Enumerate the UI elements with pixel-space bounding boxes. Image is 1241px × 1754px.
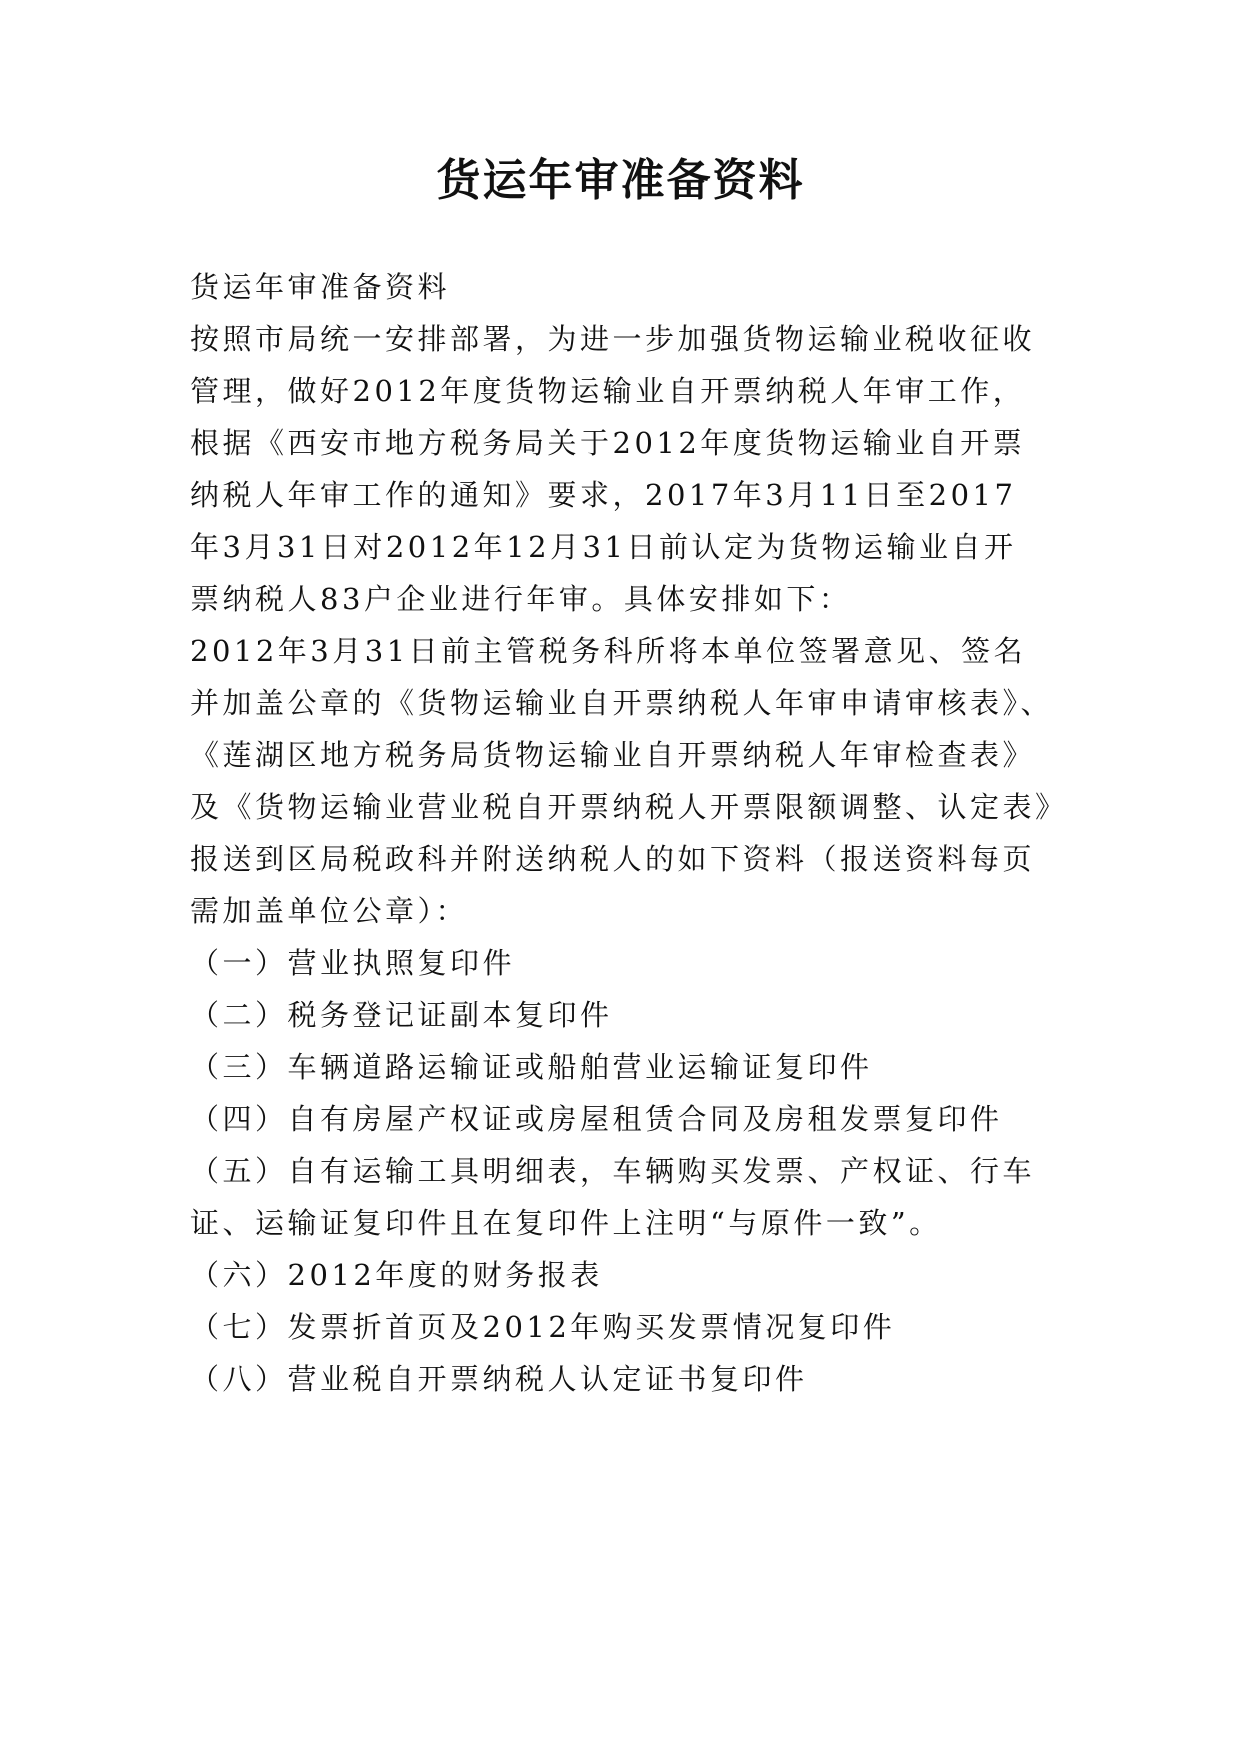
list-item: （八）营业税自开票纳税人认定证书复印件 <box>190 1362 808 1396</box>
list-item: （一）营业执照复印件 <box>190 946 516 980</box>
body-line: 按照市局统一安排部署，为进一步加强货物运输业税收征收 <box>190 322 1036 356</box>
body-line: 报送到区局税政科并附送纳税人的如下资料（报送资料每页 <box>190 842 1036 876</box>
body-line: 年3月31日对2012年12月31日前认定为货物运输业自开 <box>190 530 1017 564</box>
list-item: （七）发票折首页及2012年购买发票情况复印件 <box>190 1310 896 1344</box>
body-line: 需加盖单位公章）： <box>190 894 469 928</box>
body-line: 及《货物运输业营业税自开票纳税人开票限额调整、认定表》 <box>190 790 1068 824</box>
list-item: （二）税务登记证副本复印件 <box>190 998 613 1032</box>
body-line: 货运年审准备资料 <box>190 270 451 304</box>
document-title: 货运年审准备资料 <box>436 155 805 206</box>
list-item: （三）车辆道路运输证或船舶营业运输证复印件 <box>190 1050 873 1084</box>
list-item: （四）自有房屋产权证或房屋租赁合同及房租发票复印件 <box>190 1102 1003 1136</box>
body-line: 票纳税人83户企业进行年审。具体安排如下： <box>190 582 852 616</box>
body-line: 管理，做好2012年度货物运输业自开票纳税人年审工作， <box>190 374 1026 408</box>
list-item: （五）自有运输工具明细表，车辆购买发票、产权证、行车 <box>190 1154 1036 1188</box>
list-item-continuation: 证、运输证复印件且在复印件上注明“与原件一致”。 <box>190 1206 942 1240</box>
body-line: 纳税人年审工作的通知》要求，2017年3月11日至2017 <box>190 478 1017 512</box>
body-line: 《莲湖区地方税务局货物运输业自开票纳税人年审检查表》 <box>190 738 1036 772</box>
list-item: （六）2012年度的财务报表 <box>190 1258 603 1292</box>
body-line: 根据《西安市地方税务局关于2012年度货物运输业自开票 <box>190 426 1026 460</box>
body-line: 并加盖公章的《货物运输业自开票纳税人年审申请审核表》、 <box>190 686 1054 720</box>
body-line: 2012年3月31日前主管税务科所将本单位签署意见、签名 <box>190 634 1027 668</box>
